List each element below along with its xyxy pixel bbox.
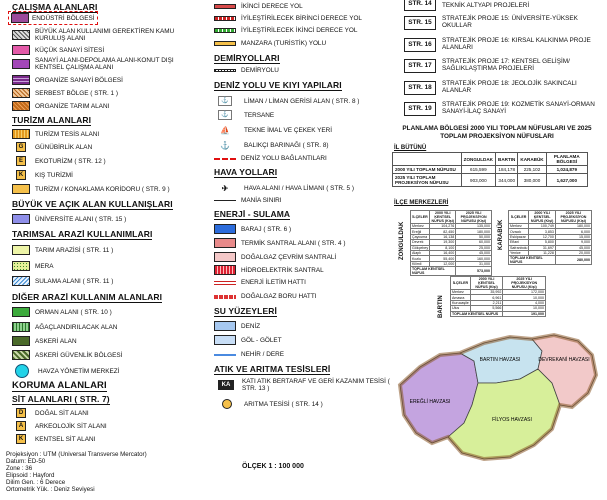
depolama-swatch: [12, 59, 30, 69]
population-header-cell: PLANLAMA BÖLGESİ: [546, 153, 587, 166]
legend-iyil-birinci: [214, 15, 362, 22]
district-cell: 25,000: [456, 245, 492, 250]
district-header-cell: İLÇELER: [411, 211, 430, 224]
legend-universite: [12, 214, 126, 224]
mania-label: MANİA SINIRI: [241, 197, 282, 204]
district-header-cell: 2000 YILI KENTSEL NÜFUS (Kişi): [470, 277, 503, 290]
legend-hidro: [214, 265, 324, 275]
legend-liman: [218, 96, 359, 106]
mania-line: [214, 200, 236, 201]
iletim-line: [214, 281, 236, 285]
legend-deniz-bag: [214, 155, 327, 162]
legend-kis: [16, 170, 73, 180]
district-cell: Merkez: [411, 224, 430, 229]
askeri-label: ASKERİ ALAN: [35, 337, 77, 345]
population-title: PLANLAMA BÖLGESİ 2000 YILI TOPLAM NÜFUSLARI VE 2025 TOPLAM PROJEKSİYON NÜFUSLARI: [402, 125, 592, 140]
strategy-code: STR. 17: [404, 59, 436, 73]
district-cell: 3,853: [529, 229, 555, 234]
hidro-swatch: [214, 265, 236, 275]
karabuk-vertical-label: KARABÜK: [498, 219, 504, 250]
district-header-cell: İLÇELER: [451, 277, 471, 290]
district-header-cell: İLÇELER: [509, 211, 529, 224]
district-cell: 12,700: [529, 234, 555, 239]
section-atik-title: ATIK VE ARITMA TESİSLERİ: [214, 364, 331, 374]
strategy-code: STR. 19: [404, 102, 436, 116]
district-total-label: TOPLAM KENTSEL NÜFUS: [509, 256, 556, 265]
legend-demiryolu: [214, 67, 279, 74]
district-cell: Alaplı: [411, 250, 430, 255]
district-cell: 20,000: [555, 250, 591, 255]
serbest-label: SERBEST BÖLGE ( STR. 1 ): [35, 89, 118, 97]
koridor-label: TURİZM / KONAKLAMA KORİDORU ( STR. 9 ): [35, 185, 170, 193]
district-cell: Safranbolu: [510, 245, 528, 250]
section-sit-title: SİT ALANLARI ( STR. 7): [12, 394, 110, 404]
legend-tarim-arazi: [12, 245, 113, 255]
endustri-highlight: [8, 11, 98, 25]
liman-label: LİMAN / LİMAN GERİSİ ALAN ( STR. 8 ): [244, 97, 360, 105]
map-label-filyos: FİLYOS HAVZASI: [492, 417, 532, 423]
district-total-row: [451, 311, 546, 316]
anchor-icon: ⚓: [218, 96, 232, 106]
sulama-swatch: [12, 276, 30, 286]
district-cell: 31,000: [456, 261, 492, 266]
district-cell: 16,138: [430, 234, 456, 239]
district-cell: Gökçebey: [412, 245, 429, 250]
il-butunu-label: İL BÜTÜNÜ: [394, 145, 427, 151]
legend-koridor: [12, 184, 170, 194]
district-header-cell: 2025 YILI PROJEKSİYON NÜFUSU (Kişi): [456, 211, 492, 224]
strategy-text: STRATEJİK PROJE 16: KIRSAL KALKINMA PROJE ALANLARI: [442, 37, 591, 51]
population-cell: 344,000: [496, 174, 518, 187]
legend-kentsel-sit: [16, 434, 95, 444]
ekoturizm-label: EKOTURİZM ( STR. 12 ): [35, 157, 106, 165]
district-cell: Ovacık: [509, 229, 529, 234]
district-cell: 55,400: [430, 256, 456, 261]
population-cell: 615,599: [461, 166, 495, 174]
district-cell: 31,697: [529, 245, 555, 250]
legend-dogalgaz-santral: [214, 252, 336, 262]
nehir-line: [214, 354, 236, 356]
section-su-title: SU YÜZEYLERİ: [214, 306, 277, 316]
legend-turizm-tesis: [12, 129, 99, 139]
depolama-label: SANAYİ ALANI-DEPOLAMA ALANI-KONUT DIŞI KENTSEL ÇALIŞMA ALANI: [35, 57, 174, 71]
district-cell: 172,000: [503, 290, 546, 295]
boru-label: DOĞALGAZ BORU HATTI: [241, 293, 317, 300]
bartin-table: [450, 276, 546, 317]
nehir-label: NEHİR / DERE: [241, 351, 284, 358]
legend-aritma: [222, 399, 323, 409]
legend-osb: [12, 75, 123, 85]
section-hava-title: HAVA YOLLARI: [214, 167, 278, 177]
dogal-sit-label: DOĞAL SİT ALANI: [35, 409, 89, 417]
legend-havaalani: [218, 183, 354, 193]
section-turizm-title: TURİZM ALANLARI: [12, 115, 92, 125]
iletim-label: ENERJİ İLETİM HATTI: [241, 279, 306, 286]
manzara-line: [214, 41, 236, 46]
legend-ikinci-yol: [214, 3, 303, 10]
iyil-birinci-line: [214, 16, 236, 21]
population-cell: 380,000: [518, 174, 546, 187]
kucuk-sanayi-swatch: [12, 45, 30, 55]
arkeolojik-icon: A: [16, 421, 26, 431]
district-cell: Ereğli: [411, 229, 430, 234]
district-cell: Eskipazar: [509, 234, 529, 239]
sulama-label: SULAMA ALANI ( STR. 11 ): [35, 277, 114, 285]
aritma-icon: [222, 399, 232, 409]
agac-label: AĞAÇLANDIRILACAK ALAN: [35, 323, 118, 331]
districts-title: İLÇE MERKEZLERİ: [394, 200, 449, 206]
population-cell: 184,178: [496, 166, 518, 174]
district-cell: 5,566: [470, 306, 503, 311]
district-cell: Merkez: [451, 290, 471, 295]
legend-nehir: [214, 351, 284, 358]
population-row: [393, 174, 588, 187]
legend-gol: [214, 335, 282, 345]
turizm-tesis-swatch: [12, 129, 30, 139]
district-cell: 45,000: [555, 245, 591, 250]
tersane-label: TERSANE: [244, 111, 275, 119]
org-tarim-label: ORGANİZE TARIM ALANI: [35, 102, 110, 110]
legend-agac: [12, 322, 117, 332]
district-cell: Ulus: [451, 306, 471, 311]
section-buyuk-title: BÜYÜK VE AÇIK ALAN KULLANIŞLARI: [12, 199, 173, 209]
population-row: [393, 166, 588, 174]
district-cell: 8,100: [430, 245, 456, 250]
bartin-vertical-label: BARTIN: [438, 295, 444, 318]
district-header-row: [509, 211, 592, 224]
askeri-guv-swatch: [12, 350, 30, 360]
district-cell: 10,000: [503, 295, 546, 300]
tarim-arazi-swatch: [12, 245, 30, 255]
iyil-ikinci-label: İYİLEŞTİRİLECEK İKİNCİ DERECE YOL: [241, 27, 358, 34]
district-cell: 45,000: [456, 250, 492, 255]
havaalani-label: HAVA ALANI / HAVA LİMANI ( STR. 5 ): [244, 184, 354, 192]
endustri-label: ENDÜSTRİ BÖLGESİ: [32, 14, 95, 22]
zonguldak-table: [410, 210, 492, 276]
district-row: [411, 224, 492, 229]
osb-label: ORGANİZE SANAYİ BÖLGESİ: [35, 76, 123, 84]
section-demir-title: DEMİRYOLLARI: [214, 53, 280, 63]
district-total-row: [411, 267, 492, 276]
universite-swatch: [12, 214, 30, 224]
section-tarimsal-title: TARIMSAL ARAZİ KULLANIMLARI: [12, 229, 153, 239]
deniz-bag-label: DENİZ YOLU BAĞLANTILARI: [241, 155, 327, 162]
kis-label: KIŞ TURİZMİ: [35, 171, 73, 179]
aritma-label: ARITMA TESİSİ ( STR. 14 ): [244, 400, 323, 408]
district-row: [509, 245, 592, 250]
legend-manzara: [214, 40, 326, 47]
legend-baraj: [214, 224, 291, 234]
district-cell: Kozlu: [411, 256, 430, 261]
district-header-cell: 2000 YILI KENTSEL NÜFUS (Kişi): [529, 211, 555, 224]
arkeolojik-label: ARKEOLOJİK SİT ALANI: [35, 422, 107, 430]
population-cell: 2025 YILI TOPLAM PROJEKSİYON NÜFUSU: [393, 174, 462, 187]
district-cell: 9,000: [555, 240, 591, 245]
tekne-label: TEKNE İMAL VE ÇEKEK YERİ: [244, 126, 333, 134]
population-header-row: [393, 153, 588, 166]
agac-swatch: [12, 322, 30, 332]
section-koruma-title: KORUMA ALANLARI: [12, 380, 107, 391]
ekoturizm-icon: E: [16, 156, 26, 166]
district-header-cell: 2025 YILI PROJEKSİYON NÜFUSU (Kişi): [555, 211, 591, 224]
legend-askeri: [12, 336, 77, 346]
district-cell: Yenice: [509, 250, 529, 255]
ikinci-yol-line: [214, 4, 236, 9]
mera-swatch: [12, 261, 30, 271]
district-cell: 160,000: [456, 256, 492, 261]
population-cell: 2000 YILI TOPLAM NÜFUSU: [393, 166, 462, 174]
population-header-cell: ZONGULDAK: [461, 153, 495, 166]
strategy-text: STRATEJİK PROJE 15: ÜNİVERSİTE-YÜKSEK OKULLAR: [442, 15, 578, 29]
district-cell: 135,000: [456, 224, 492, 229]
footer-projeksiyon: Projeksiyon : UTM (Universal Transverse Mercator): [6, 451, 147, 458]
deniz-bag-line: [214, 158, 236, 160]
population-header-cell: KARABÜK: [518, 153, 546, 166]
karabuk-table: [508, 210, 592, 265]
district-cell: 6,961: [470, 295, 503, 300]
map-label-bartin: BARTIN HAVZASI: [479, 357, 521, 363]
district-cell: 16,400: [430, 250, 456, 255]
district-row: [411, 240, 492, 245]
district-total-value: 280,000: [555, 256, 591, 265]
legend-iyil-ikinci: [214, 27, 357, 34]
legend-kati-atik: [218, 378, 398, 392]
legend-depolama: [12, 57, 202, 71]
dogal-sit-icon: D: [16, 408, 26, 418]
kis-icon: K: [16, 170, 26, 180]
havza-icon: [15, 364, 29, 378]
legend-sulama: [12, 276, 113, 286]
population-cell: 1,627,000: [546, 174, 587, 187]
district-row: [411, 234, 492, 239]
map-label-eregli: EREĞLİ HAVZASI: [409, 399, 451, 405]
district-total-label: TOPLAM KENTSEL NÜFUS: [411, 267, 456, 276]
district-total-label: TOPLAM KENTSEL NÜFUS: [451, 311, 503, 316]
legend-havza: [12, 364, 119, 378]
district-total-value: 573,000: [456, 267, 492, 276]
district-header-row: [411, 211, 492, 224]
dogalgaz-santral-swatch: [214, 252, 236, 262]
population-header-cell: [393, 153, 462, 166]
baraj-swatch: [214, 224, 236, 234]
askeri-swatch: [12, 336, 30, 346]
manzara-label: MANZARA (TURİSTİK) YOLU: [241, 40, 327, 47]
legend-endustri: [8, 11, 98, 25]
koridor-swatch: [12, 184, 30, 194]
district-cell: 100,749: [529, 224, 555, 229]
strategy-text: STRATEJİK PROJE 19: KOZMETİK SANAYİ-ORMAN SANAYİ-İLAÇ SANAYİ: [442, 101, 595, 115]
district-cell: Kurucaşile: [452, 300, 469, 305]
buyuk-alan-swatch: [12, 30, 30, 40]
askeri-guv-label: ASKERİ GÜVENLİK BÖLGESİ: [35, 351, 123, 359]
endustri-swatch: [11, 13, 29, 23]
orman-label: ORMAN ALANI ( STR. 10 ): [35, 308, 112, 316]
strategy-code: STR. 14: [404, 0, 436, 11]
district-cell: 19,300: [430, 240, 456, 245]
section-calisma-title: ÇALIŞMA ALANLARI: [12, 2, 98, 12]
turizm-tesis-label: TURİZM TESİS ALANI: [35, 130, 100, 138]
strategy-text: TEKNİK ALTYAPI PROJELERİ: [442, 2, 530, 9]
legend-org-tarim: [12, 101, 109, 111]
district-cell: 104,276: [430, 224, 456, 229]
orman-swatch: [12, 307, 30, 317]
ikinci-yol-label: İKİNCİ DERECE YOL: [241, 3, 303, 10]
district-cell: Devrek: [411, 240, 430, 245]
district-cell: 6,000: [555, 229, 591, 234]
footer-datum: Datum: ED-50: [6, 458, 46, 465]
termik-swatch: [214, 238, 236, 248]
buyuk-alan-label: BÜYÜK ALAN KULLANIMI GEREKTİREN KAMU KURULUŞ ALANI: [35, 28, 175, 42]
district-cell: 35,992: [470, 290, 503, 295]
population-table: [392, 152, 588, 187]
fishing-harbor-icon: ⚓: [220, 140, 230, 150]
district-cell: Çaycuma: [411, 234, 430, 239]
havza-label: HAVZA YÖNETİM MERKEZİ: [38, 367, 120, 375]
gol-swatch: [214, 335, 236, 345]
termik-label: TERMİK SANTRAL ALANI ( STR. 4 ): [241, 239, 346, 247]
district-cell: 15,000: [555, 234, 591, 239]
footer-dilim: Dilim Gen. : 6 Derece: [6, 479, 66, 486]
district-row: [509, 224, 592, 229]
strategy-code: STR. 16: [404, 38, 436, 52]
district-total-value: 191,000: [503, 311, 546, 316]
boru-line: [214, 295, 236, 299]
footer-orto: Ortometrik Yük. : Deniz Seviyesi: [6, 486, 95, 493]
gol-label: GÖL - GÖLET: [241, 336, 282, 344]
district-cell: Merkez: [509, 224, 529, 229]
district-total-row: [509, 256, 592, 265]
legend-termik: [214, 238, 346, 248]
legend-boru: [214, 293, 317, 300]
map-label-devrekani: DEVREKANİ HAVZASI: [538, 357, 590, 363]
strategy-code: STR. 18: [404, 81, 436, 95]
kentsel-sit-icon: K: [16, 434, 26, 444]
district-header-row: [451, 277, 546, 290]
district-row: [509, 234, 592, 239]
iyil-ikinci-line: [214, 28, 236, 33]
kucuk-sanayi-label: KÜÇÜK SANAYİ SİTESİ: [35, 46, 105, 54]
district-cell: Amasra: [451, 295, 471, 300]
gunubirlik-label: GÜNÜBİRLİK ALAN: [35, 143, 93, 151]
deniz-label: DENİZ: [241, 322, 261, 330]
legend-tersane: [218, 110, 274, 120]
section-deniz-title: DENİZ YOLU VE KIYI YAPILARI: [214, 80, 342, 90]
district-cell: 82,450: [430, 229, 456, 234]
legend-buyuk-alan: [12, 28, 202, 42]
district-row: [411, 245, 492, 250]
legend-orman: [12, 307, 112, 317]
legend-serbest: [12, 88, 118, 98]
district-header-cell: 2025 YILI PROJEKSİYON NÜFUSU (Kişi): [503, 277, 546, 290]
hidro-label: HİDROELEKTRİK SANTRAL: [241, 266, 324, 274]
zonguldak-vertical-label: ZONGULDAK: [399, 221, 405, 260]
district-cell: Kilimli: [411, 261, 430, 266]
demiryolu-line: [214, 69, 236, 72]
population-header-cell: BARTIN: [496, 153, 518, 166]
scale-label: ÖLÇEK 1 : 100 000: [242, 463, 304, 470]
district-cell: 180,000: [555, 224, 591, 229]
org-tarim-swatch: [12, 101, 30, 111]
district-cell: 12,000: [430, 261, 456, 266]
population-cell: 1,024,879: [546, 166, 587, 174]
district-cell: Eflani: [509, 240, 529, 245]
kati-atik-label: KATI ATIK BERTARAF VE GERİ KAZANIM TESİSİ ( STR. 13 ): [242, 378, 390, 392]
district-cell: 4,000: [503, 300, 546, 305]
legend-arkeolojik: [16, 421, 107, 431]
legend-mania: [214, 197, 281, 204]
deniz-swatch: [214, 321, 236, 331]
district-cell: 2,211: [470, 300, 503, 305]
district-header-cell: 2000 YILI KENTSEL NÜFUS (Kişi): [431, 211, 454, 223]
legend-mera: [12, 261, 53, 271]
mera-label: MERA: [35, 262, 54, 270]
strategy-code: STR. 15: [404, 16, 436, 30]
population-cell: 903,000: [461, 174, 495, 187]
dogalgaz-santral-label: DOĞALGAZ ÇEVRİM SANTRALİ: [241, 253, 337, 261]
population-cell: 225,102: [518, 166, 546, 174]
legend-ekoturizm: [16, 156, 106, 166]
strategy-text: STRATEJİK PROJE 18: JEOLOJİK SAKINCALI ALANLAR: [442, 80, 577, 94]
iyil-birinci-label: İYİLEŞTİRİLECEK BİRİNCİ DERECE YOL: [241, 15, 362, 22]
legend-askeri-guv: [12, 350, 122, 360]
footer-elipsoid: Elipsoid : Hayford: [6, 472, 55, 479]
district-cell: 50,000: [456, 234, 492, 239]
legend-deniz: [214, 321, 260, 331]
legend-iletim: [214, 279, 306, 286]
kati-atik-icon: KA: [218, 380, 234, 390]
gunubirlik-icon: G: [16, 142, 26, 152]
section-enerji-title: ENERJİ - SULAMA: [214, 209, 291, 219]
district-cell: 10,000: [503, 306, 546, 311]
demiryolu-label: DEMİRYOLU: [241, 67, 279, 74]
district-cell: 60,000: [456, 240, 492, 245]
airplane-icon: ✈: [221, 183, 229, 193]
strategy-text: STRATEJİK PROJE 17: KENTSEL GELİŞİM/ SAĞLIKLAŞTIRMA PROJELERİ: [442, 58, 570, 72]
osb-swatch: [12, 75, 30, 85]
tarim-arazi-label: TARIM ARAZİSİ ( STR. 11 ): [35, 246, 114, 254]
district-cell: 5,800: [529, 240, 555, 245]
balikci-label: BALIKÇI BARINAĞI ( STR. 8): [244, 141, 329, 149]
universite-label: ÜNİVERSİTE ALANI ( STR. 15 ): [35, 215, 127, 223]
serbest-swatch: [12, 88, 30, 98]
district-cell: 11,228: [529, 250, 555, 255]
shipyard-icon: ⚓: [218, 110, 232, 120]
region-map: [392, 325, 607, 475]
legend-balikci: [218, 140, 329, 150]
kentsel-sit-label: KENTSEL SİT ALANI: [35, 435, 96, 443]
legend-kucuk-sanayi: [12, 45, 104, 55]
section-diger-title: DİĞER ARAZİ KULLANIM ALANLARI: [12, 292, 163, 302]
district-cell: 180,000: [456, 229, 492, 234]
boat-icon: ⛵: [220, 125, 230, 135]
baraj-label: BARAJ ( STR. 6 ): [241, 225, 292, 233]
legend-dogal-sit: [16, 408, 89, 418]
footer-zone: Zone : 36: [6, 465, 33, 472]
legend-gunubirlik: [16, 142, 92, 152]
legend-tekne: [218, 125, 332, 135]
